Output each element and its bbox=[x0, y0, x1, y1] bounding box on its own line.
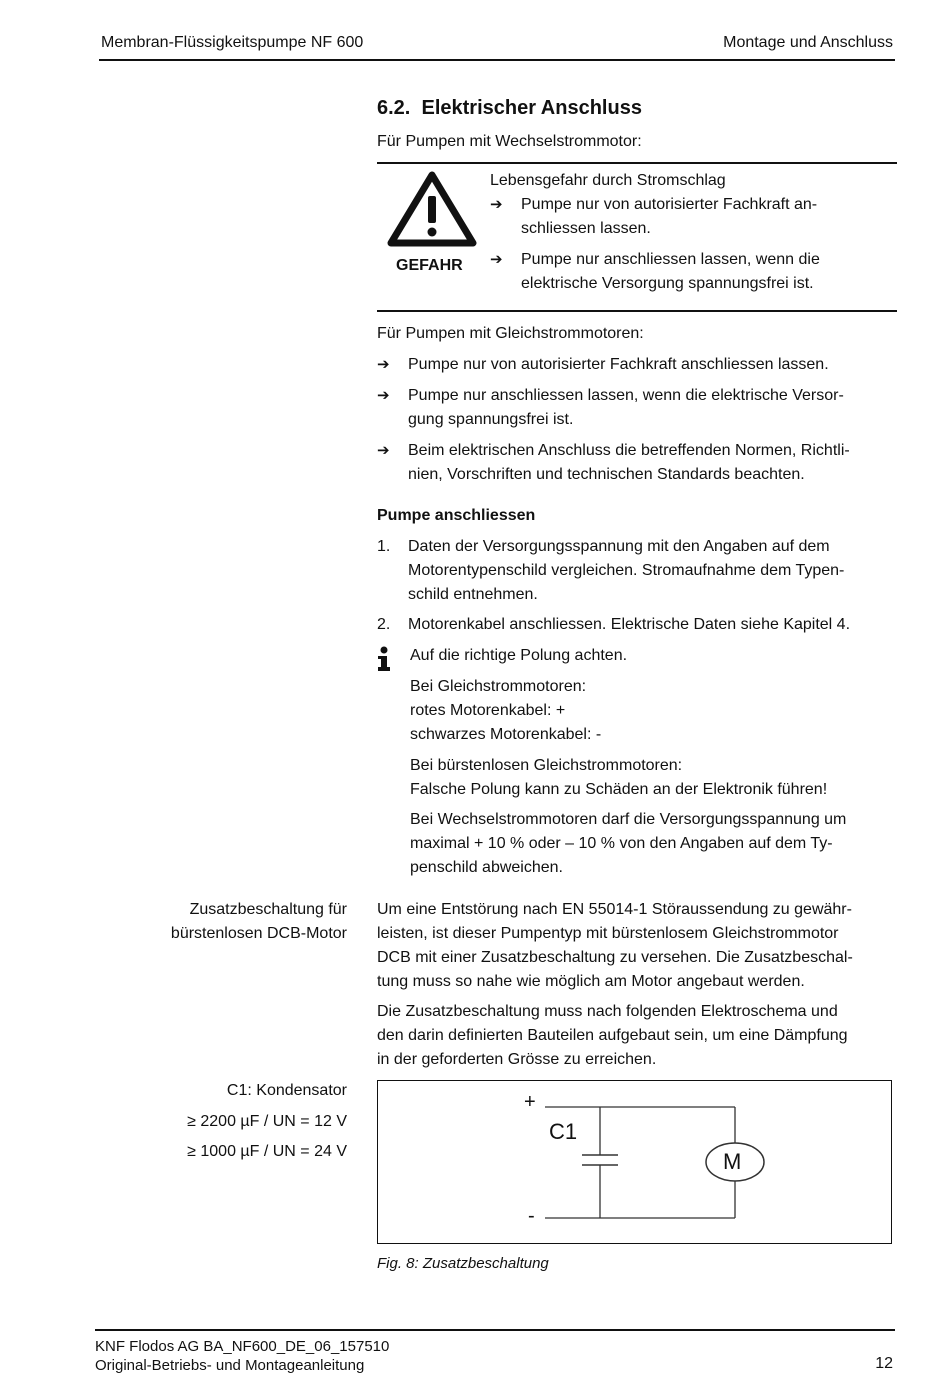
info-block-3 bbox=[410, 808, 900, 880]
connect-heading: Pumpe anschliessen bbox=[377, 507, 536, 524]
info-block-2-line-2: Falsche Polung kann zu Schäden an der Elektronik führen! bbox=[410, 781, 828, 798]
info-block-3-line-2: maximal + 10 % oder – 10 % von den Angaben auf dem Ty- bbox=[410, 835, 833, 852]
danger-heading: Lebensgefahr durch Stromschlag bbox=[490, 172, 726, 189]
danger-label: GEFAHR bbox=[396, 257, 463, 274]
step-1-line-1: Daten der Versorgungsspannung mit den Angaben auf dem bbox=[408, 538, 830, 555]
footer-doc-type: Original-Betriebs- und Montageanleitung bbox=[95, 1357, 365, 1374]
info-block-2-line-1: Bei bürstenlosen Gleichstrommotoren: bbox=[410, 757, 683, 774]
sidebar-cap-12v: ≥ 2200 µF / UN = 12 V bbox=[187, 1113, 347, 1130]
sidebar-cap-24v: ≥ 1000 µF / UN = 24 V bbox=[187, 1143, 347, 1160]
sidebar-addon-label bbox=[171, 898, 347, 946]
addon-para-2-line-1: Die Zusatzbeschaltung muss nach folgenden Elektroschema und bbox=[377, 1003, 838, 1020]
step-1-line-2: Motorentypenschild vergleichen. Stromaufnahme dem Typen- bbox=[408, 562, 845, 579]
dc-item-3 bbox=[408, 439, 850, 487]
sidebar-capacitor-title: C1: Kondensator bbox=[226, 1082, 347, 1099]
arrow-right-icon: ➔ bbox=[377, 442, 390, 459]
info-block-1-line-1: Bei Gleichstrommotoren: bbox=[410, 678, 587, 695]
addon-paragraph-1 bbox=[377, 898, 897, 994]
sidebar-addon-line-2: bürstenlosen DCB-Motor bbox=[170, 925, 347, 942]
arrow-right-icon: ➔ bbox=[377, 387, 390, 404]
info-block-2 bbox=[410, 754, 900, 802]
info-icon bbox=[377, 646, 391, 677]
danger-item-1-line-2: schliessen lassen. bbox=[521, 220, 651, 237]
step-2-line-1: Motorenkabel anschliessen. Elektrische Daten siehe Kapitel 4. bbox=[408, 616, 851, 633]
arrow-right-icon: ➔ bbox=[377, 356, 390, 373]
dc-item-2-line-2: gung spannungsfrei ist. bbox=[408, 411, 574, 428]
danger-bottom-rule bbox=[377, 310, 897, 312]
minus-terminal-label: - bbox=[528, 1205, 535, 1227]
dc-intro: Für Pumpen mit Gleichstrommotoren: bbox=[377, 325, 644, 342]
info-block-3-line-3: penschild abweichen. bbox=[410, 859, 563, 876]
danger-item-2-line-1: Pumpe nur anschliessen lassen, wenn die bbox=[521, 251, 820, 268]
section-number: 6.2. bbox=[377, 97, 411, 119]
warning-triangle-icon bbox=[387, 170, 477, 253]
circuit-figure bbox=[377, 1080, 892, 1244]
footer-doc-id: KNF Flodos AG BA_NF600_DE_06_157510 bbox=[95, 1338, 390, 1355]
danger-item-1-line-1: Pumpe nur von autorisierter Fachkraft an- bbox=[521, 196, 818, 213]
header-right: Montage und Anschluss bbox=[723, 34, 893, 51]
sidebar-addon-line-1: Zusatzbeschaltung für bbox=[189, 901, 347, 918]
addon-para-1-line-4: tung muss so nahe wie möglich am Motor angebaut werden. bbox=[377, 973, 805, 990]
danger-item-2 bbox=[521, 248, 820, 296]
info-block-1-line-2: rotes Motorenkabel: + bbox=[410, 702, 566, 719]
danger-top-rule bbox=[377, 162, 897, 164]
dc-item-1 bbox=[408, 353, 829, 377]
section-title-text: Elektrischer Anschluss bbox=[421, 97, 642, 119]
header-rule bbox=[99, 59, 895, 61]
header-left: Membran-Flüssigkeitspumpe NF 600 bbox=[101, 34, 364, 51]
footer-rule bbox=[95, 1329, 895, 1331]
info-block-1 bbox=[410, 675, 900, 747]
info-block-1-line-3: schwarzes Motorenkabel: - bbox=[410, 726, 602, 743]
addon-para-2-line-2: den darin definierten Bauteilen aufgebaut sein, um eine Dämpfung bbox=[377, 1027, 848, 1044]
figure-caption: Fig. 8: Zusatzbeschaltung bbox=[377, 1255, 549, 1272]
step-2 bbox=[408, 613, 850, 637]
info-block-3-line-1: Bei Wechselstrommotoren darf die Versorgungsspannung um bbox=[410, 811, 847, 828]
motor-label: M bbox=[723, 1149, 742, 1174]
arrow-right-icon: ➔ bbox=[490, 196, 503, 213]
addon-para-1-line-3: DCB mit einer Zusatzbeschaltung zu versehen. Die Zusatzbeschal- bbox=[377, 949, 853, 966]
step-1-line-3: schild entnehmen. bbox=[408, 586, 538, 603]
danger-item-2-line-2: elektrische Versorgung spannungsfrei ist. bbox=[521, 275, 814, 292]
dc-item-2 bbox=[408, 384, 844, 432]
circuit-diagram bbox=[378, 1081, 891, 1243]
danger-item-1 bbox=[521, 193, 817, 241]
capacitor-label: C1 bbox=[549, 1119, 578, 1144]
step-1-number: 1. bbox=[377, 538, 391, 555]
addon-para-2-line-3: in der geforderten Grösse zu erreichen. bbox=[377, 1051, 657, 1068]
dc-item-1-line-1: Pumpe nur von autorisierter Fachkraft anschliessen lassen. bbox=[408, 356, 829, 373]
info-line-1: Auf die richtige Polung achten. bbox=[410, 647, 628, 664]
addon-paragraph-2 bbox=[377, 1000, 897, 1072]
arrow-right-icon: ➔ bbox=[490, 251, 503, 268]
addon-para-1-line-1: Um eine Entstörung nach EN 55014-1 Störaussendung zu gewähr- bbox=[377, 901, 852, 918]
addon-para-1-line-2: leisten, ist dieser Pumpentyp mit bürstenlosem Gleichstrommotor bbox=[377, 925, 839, 942]
ac-intro: Für Pumpen mit Wechselstrommotor: bbox=[377, 133, 642, 150]
dc-item-2-line-1: Pumpe nur anschliessen lassen, wenn die elektrische Versor- bbox=[408, 387, 844, 404]
plus-terminal-label: + bbox=[524, 1091, 536, 1113]
step-1 bbox=[408, 535, 844, 607]
dc-item-3-line-1: Beim elektrischen Anschluss die betreffenden Normen, Richtli- bbox=[408, 442, 850, 459]
step-2-number: 2. bbox=[377, 616, 391, 633]
dc-item-3-line-2: nien, Vorschriften und technischen Standards beachten. bbox=[408, 466, 805, 483]
page-number: 12 bbox=[875, 1355, 893, 1372]
section-title bbox=[377, 97, 642, 120]
